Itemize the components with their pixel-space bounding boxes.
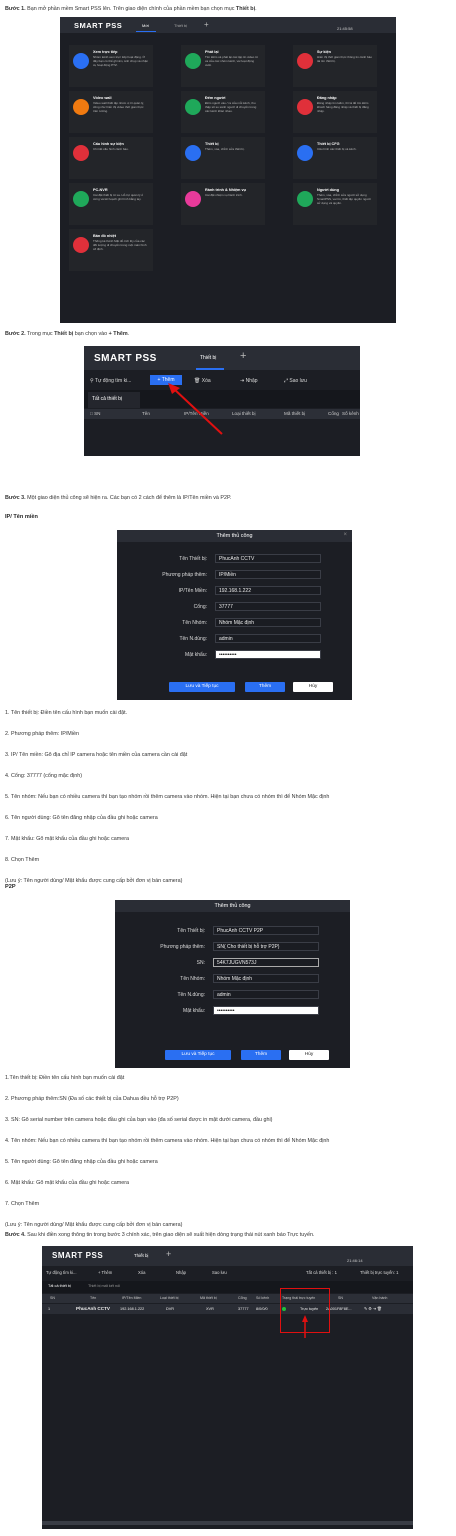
online-count: Thiết bị trực tuyến: 1 — [360, 1270, 399, 1275]
module-icon — [297, 191, 313, 207]
table-header: SN Tên IP/Tên Miền Loại thiết bị Mã thiết bị Cổng Số kênh Trạng thái trực tuyến SN Vận hành — [42, 1294, 413, 1303]
ip-field[interactable]: 192.168.1.222 — [215, 586, 321, 595]
module-tile[interactable] — [293, 183, 377, 225]
user-field[interactable]: admin — [215, 634, 321, 643]
instruction-line: 3. SN: Gõ serial number trên camera hoặc đầu ghi của bạn vào (đa số serial được in mặt dưới camera, đầu ghi) — [5, 1117, 273, 1123]
module-desc: Thêm, xóa, chỉnh sửa thiết bị. — [205, 147, 245, 151]
dialog-title: Thêm thủ công — [115, 900, 350, 912]
module-tile[interactable] — [69, 91, 153, 133]
module-icon — [73, 145, 89, 161]
user-field[interactable]: admin — [213, 990, 319, 999]
table-header: □ SN Tên IP/Tên Miền Loại thiết bị Mã thiết bị Cổng Số kênh — [84, 409, 360, 419]
add-tab-icon[interactable]: + — [240, 350, 247, 362]
instruction-line: (Lưu ý: Tên người dùng/ Mật khẩu được cung cấp bởi đơn vị bán camera) — [5, 878, 183, 884]
module-title: Bản đồ nhiệt — [93, 234, 116, 238]
group-label: Tên Nhóm: — [180, 976, 205, 982]
ip-heading: IP/ Tên miền — [5, 514, 38, 520]
instruction-line: 3. IP/ Tên miền: Gõ địa chỉ IP camera hoặc tên miền của camera cần cài đặt — [5, 752, 188, 758]
device-name-label: Tên Thiết bị: — [179, 556, 207, 562]
tab-device[interactable]: Thiết bị — [134, 1253, 149, 1258]
port-label: Cổng: — [193, 604, 207, 610]
instruction-line: 4. Tên nhóm: Nếu bạn có nhiều camera thì bạn tạo nhóm rồi thêm camera vào nhóm. Hiện tại bạn chưa có nhóm thì để Nhóm Mặc định — [5, 1138, 330, 1144]
module-tile[interactable] — [181, 137, 265, 179]
module-title: Thiết bị — [205, 142, 219, 146]
module-title: PC-NVR — [93, 188, 108, 192]
module-title: Người dùng — [317, 188, 339, 192]
module-icon — [185, 145, 201, 161]
module-title: Rành trình & Nhiệm vụ — [205, 188, 246, 192]
tab-device[interactable]: Thiết bị — [174, 23, 188, 28]
module-tile[interactable] — [181, 45, 265, 87]
password-field[interactable]: •••••••••• — [215, 650, 321, 659]
add-tab-icon[interactable]: + — [204, 20, 209, 29]
module-title: Thiết bị CFG — [317, 142, 340, 146]
step1-text: Bước 1. Bạn mở phần mềm Smart PSS lên. Trên giao diện chính của phần mềm bạn chọn mục Thiết bị. — [5, 6, 257, 12]
password-label: Mật khẩu: — [185, 652, 207, 658]
auto-search-button[interactable]: Tự động tìm ki... — [46, 1270, 77, 1275]
scrollbar[interactable] — [42, 1521, 413, 1525]
device-online-screenshot — [42, 1246, 413, 1529]
add-button[interactable]: + Thêm — [98, 1270, 113, 1275]
instruction-line: (Lưu ý: Tên người dùng/ Mật khẩu được cung cấp bởi đơn vị bán camera) — [5, 1222, 183, 1228]
instruction-line: 6. Tên người dùng: Gõ tên đăng nhập của đầu ghi hoặc camera — [5, 815, 158, 821]
module-desc: Thêm, xóa, chỉnh sửa người sử dụng SmartPSS, vai trò, thiết lập quyền người sử dụng và quyền. — [317, 193, 371, 205]
password-label: Mật khẩu: — [183, 1008, 205, 1014]
red-arrow — [42, 1246, 413, 1529]
tab-offline[interactable]: Thiết bị mất kết nối — [88, 1284, 121, 1288]
module-tile[interactable] — [69, 45, 153, 87]
module-tile[interactable] — [293, 45, 377, 87]
tab-main[interactable]: Mới — [142, 23, 149, 28]
module-title: Phát lại — [205, 50, 219, 54]
clock: 21:45:58 — [337, 26, 353, 31]
step2-text: Bước 2. Trong mục Thiết bị bạn chọn vào + Thêm. — [5, 331, 130, 337]
add-button[interactable]: Thêm — [245, 682, 285, 692]
password-field[interactable]: •••••••••• — [213, 1006, 319, 1015]
tab-all-devices[interactable]: Tất cả thiết bị — [48, 1284, 71, 1288]
module-tile[interactable] — [69, 183, 153, 225]
tab-device[interactable]: Thiết bị — [200, 355, 217, 361]
module-desc: Thống kê Kênh Mặt đỏ tích lũy của các đối tượng di chuyển trong một màn hình cố định. — [93, 239, 147, 251]
instruction-line: 5. Tên nhóm: Nếu bạn có nhiều camera thì bạn tạo nhóm rồi thêm camera vào nhóm. Hiện tại bạn chưa có nhóm thì để Nhóm Mặc định — [5, 794, 330, 800]
instruction-line: 4. Cổng: 37777 (cổng mặc định) — [5, 773, 83, 779]
module-desc: Nhóm kênh xem trực tiếp hoạt động. Ở đây bạn có thể ghi âm, ảnh chụp và nhận cụ hoạt động PTZ. — [93, 55, 149, 67]
instruction-line: 6. Mật khẩu: Gõ mật khẩu của đầu ghi hoặc camera — [5, 1180, 130, 1186]
module-desc: Cấu hình các thiết bị và kênh. — [317, 147, 357, 151]
module-title: Xem trực tiếp — [93, 50, 118, 54]
module-icon — [73, 99, 89, 115]
clock: 21:46:14 — [347, 1258, 363, 1263]
device-name-field[interactable]: PhucAnh CCTV — [215, 554, 321, 563]
dialog-title: Thêm thủ công — [117, 530, 352, 542]
module-tile[interactable] — [181, 91, 265, 133]
add-button[interactable]: + Thêm — [150, 375, 182, 385]
method-label: Phương pháp thêm: — [162, 572, 207, 578]
tab-all-devices[interactable]: Tất cả thiết bị — [88, 392, 140, 408]
module-title: Video wall — [93, 96, 112, 100]
device-name-label: Tên Thiết bị: — [177, 928, 205, 934]
module-desc: Video wall thiết lập nhóm vị trí quản lý, cũng như hiển thị video thời gian thực trên tường. — [93, 101, 145, 113]
module-icon — [297, 99, 313, 115]
import-button[interactable]: Nhập — [176, 1270, 187, 1275]
instruction-line: 5. Tên người dùng: Gõ tên đăng nhập của đầu ghi hoặc camera — [5, 1159, 158, 1165]
module-icon — [185, 99, 201, 115]
app-title: SMART PSS — [52, 1251, 104, 1260]
method-select[interactable]: IP/Miền — [215, 570, 321, 579]
module-desc: Đăng nhập tìm kiếm, thì là để tìm kiếm khách hàng đăng nhập và thiết bị đăng nhập. — [317, 101, 369, 113]
add-button[interactable]: Thêm — [241, 1050, 281, 1060]
app-title: SMART PSS — [74, 21, 123, 30]
sn-label: SN: — [196, 960, 205, 966]
table-row[interactable]: 1 PhucAnh CCTV 192.168.1.222 DVR XVR 37777 8/0/0/0 Trực tuyến 2A001F8F8E... ✎ ⚙ ⇥ 🗑 — [42, 1304, 413, 1314]
auto-search-button[interactable]: ⚲ Tự động tìm ki... — [90, 378, 132, 384]
instruction-line: 7. Chọn Thêm — [5, 1201, 40, 1207]
module-icon — [297, 53, 313, 69]
device-name-field[interactable]: PhucAnh CCTV P2P — [213, 926, 319, 935]
instruction-line: 1. Tên thiết bị: Điền tên cấu hình bạn muốn cài đặt. — [5, 710, 128, 716]
module-desc: Cài đặt thiết bị từ xa. Hỗ trợ quản lý ổ cứng và kế hoạch ghi hình bằng tay. — [93, 193, 143, 201]
app-title: SMART PSS — [94, 353, 157, 364]
user-label: Tên N.dùng: — [179, 636, 207, 642]
module-tile[interactable] — [69, 229, 153, 271]
add-tab-icon[interactable]: + — [166, 1249, 172, 1259]
add-ip-dialog — [117, 530, 352, 700]
module-title: Đăng nhập — [317, 96, 337, 100]
step4-text: Bước 4. Sau khi điền xong thông tin trong bước 3 chính xác, trên giao diện sẽ xuất hiện dòng trạng thái nút xanh báo Trực tuyến. — [5, 1232, 315, 1238]
add-p2p-dialog — [115, 900, 350, 1068]
instruction-line: 1.Tên thiết bị: Điền tên cấu hình bạn muốn cài đặt — [5, 1075, 125, 1081]
module-desc: Chi tiết cấu hình cảnh báo. — [93, 147, 129, 151]
module-icon — [73, 191, 89, 207]
module-icon — [73, 237, 89, 253]
module-title: Sự kiện — [317, 50, 331, 54]
module-title: Cấu hình sự kiện — [93, 142, 124, 146]
module-tile[interactable] — [69, 137, 153, 179]
module-tile[interactable] — [293, 91, 377, 133]
instruction-line: 8. Chọn Thêm — [5, 857, 40, 863]
method-select[interactable]: SN( Cho thiết bị hỗ trợ P2P) — [213, 942, 319, 951]
module-icon — [185, 191, 201, 207]
close-icon[interactable]: × — [343, 532, 347, 538]
import-button[interactable]: ⇥ Nhập — [240, 378, 258, 384]
port-field[interactable]: 37777 — [215, 602, 321, 611]
module-icon — [297, 145, 313, 161]
instruction-line: 7. Mật khẩu: Gõ mật khẩu của đầu ghi hoặc camera — [5, 836, 130, 842]
instruction-line: 2. Phương pháp thêm: IP/Miền — [5, 731, 79, 737]
module-icon — [185, 53, 201, 69]
backup-button[interactable]: ⤢ Sao lưu — [284, 378, 307, 384]
backup-button[interactable]: Sao lưu — [212, 1270, 227, 1275]
module-tile[interactable] — [181, 183, 265, 225]
user-label: Tên N.dùng: — [177, 992, 205, 998]
manage-icons[interactable]: ✎ ⚙ ⇥ 🗑 — [364, 1307, 382, 1311]
delete-button[interactable]: Xóa — [138, 1270, 146, 1275]
smartpss-home-screenshot — [60, 17, 396, 323]
delete-button[interactable]: 🗑 Xóa — [194, 378, 211, 384]
red-arrow — [84, 346, 360, 456]
module-desc: Đếm người vào / ra của mỗi kênh, thu thập số so sánh người di chuyển trong các kênh khác nhau. — [205, 101, 257, 113]
group-select[interactable]: Nhóm Mặc định — [213, 974, 319, 983]
p2p-heading: P2P — [5, 884, 16, 890]
ip-label: IP/Tên Miền: — [178, 588, 207, 594]
save-continue-button[interactable]: Lưu và Tiếp tục — [169, 682, 235, 692]
group-select[interactable]: Nhóm Mặc định — [215, 618, 321, 627]
cancel-button[interactable]: Hủy — [289, 1050, 329, 1060]
sn-field[interactable]: 54K7JUGVN573J — [213, 958, 319, 967]
module-icon — [73, 53, 89, 69]
method-label: Phương pháp thêm: — [160, 944, 205, 950]
group-label: Tên Nhóm: — [182, 620, 207, 626]
module-desc: Hiển thị thời gian thực thông tin cảnh báo tài tìm thiết bị. — [317, 55, 373, 63]
module-desc: Tìm kiếm và phát lại các tập tin video từ xa của các nhóm kênh, và hoạt động xuất. — [205, 55, 259, 67]
cancel-button[interactable]: Hủy — [293, 682, 333, 692]
step3-text: Bước 3. Một giao diện thủ công sẽ hiện ra. Các bạn có 2 cách để thêm là IP/Tên miền và P2P. — [5, 495, 232, 501]
total-count: Tất cả thiết bị : 1 — [306, 1270, 337, 1275]
instruction-line: 2. Phương pháp thêm:SN (Đa số các thiết bị của Dahua đều hỗ trợ P2P) — [5, 1096, 179, 1102]
save-continue-button[interactable]: Lưu và Tiếp tục — [165, 1050, 231, 1060]
module-title: Đếm người — [205, 96, 226, 100]
module-tile[interactable] — [293, 137, 377, 179]
device-screenshot — [84, 346, 360, 456]
module-desc: Cài đặt nhiệm vụ hành trình. — [205, 193, 243, 197]
